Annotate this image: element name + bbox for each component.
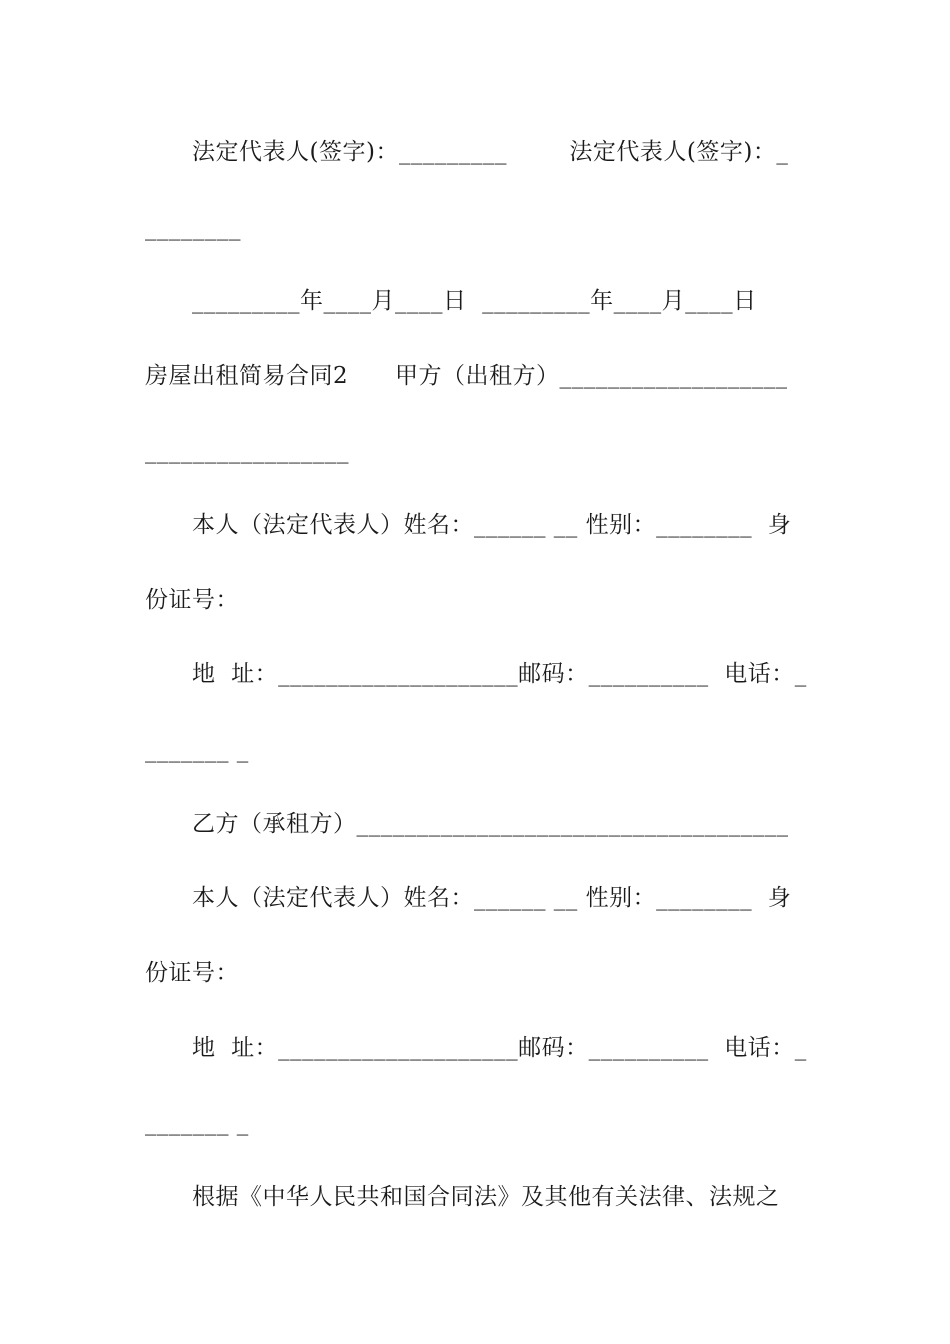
party-b-line: 乙方（承租方）____________________________________	[192, 811, 789, 837]
party-a-phone-continuation: _______ _	[145, 737, 249, 763]
party-a-id-number-label: 份证号：	[145, 587, 239, 613]
party-b-phone-continuation: _______ _	[145, 1110, 249, 1136]
signature-line-continuation: ________	[145, 215, 241, 241]
party-b-name-gender-line: 本人（法定代表人）姓名：______ __ 性别：________ 身	[192, 885, 792, 911]
party-a-name-gender-line: 本人（法定代表人）姓名：______ __ 性别：________ 身	[192, 512, 792, 538]
date-line: _________年____月____日 _________年____月____日	[192, 288, 757, 314]
party-a-continuation: _________________	[145, 438, 349, 464]
party-b-address-line: 地 址：____________________邮码：__________ 电话：_	[192, 1035, 807, 1061]
contract-title-party-a-line: 房屋出租简易合同2 甲方（出租方）___________________	[145, 363, 788, 389]
party-a-address-line: 地 址：____________________邮码：__________ 电话：_	[192, 661, 807, 687]
contract-preamble-line: 根据《中华人民共和国合同法》及其他有关法律、法规之	[192, 1184, 780, 1210]
signature-line-legal-representatives: 法定代表人(签字)：_________ 法定代表人(签字)：_	[192, 139, 789, 165]
party-b-id-number-label: 份证号：	[145, 960, 239, 986]
